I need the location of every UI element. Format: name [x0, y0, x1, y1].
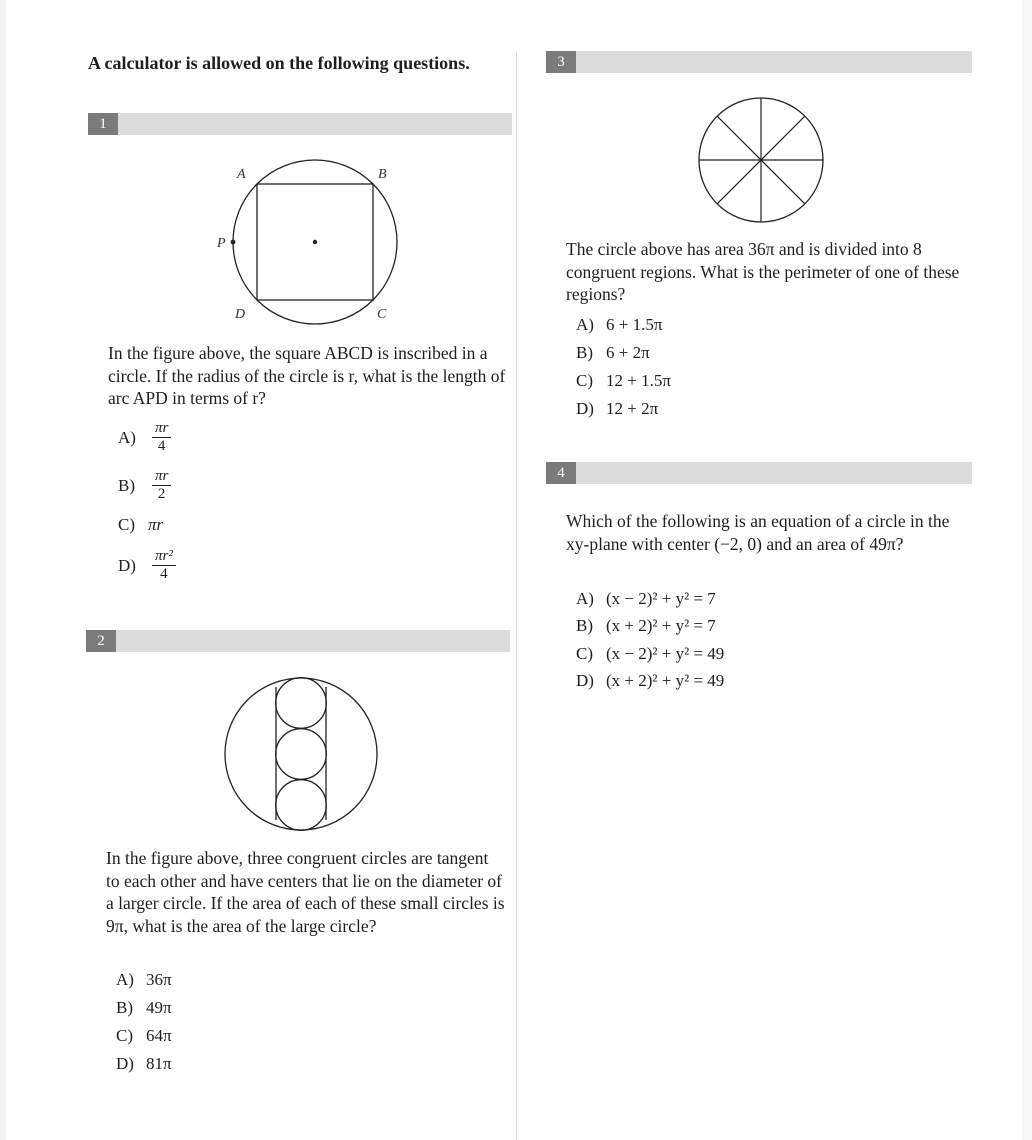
question-4-text: Which of the following is an equation of a circle in the xy-plane with center (−2, 0) and an area of 49π? — [566, 511, 950, 554]
choice-4a[interactable]: A) (x − 2)² + y² = 7 — [576, 589, 716, 608]
choice-4b[interactable]: B) (x + 2)² + y² = 7 — [576, 616, 716, 635]
label-p: P — [217, 236, 226, 251]
choice-1c[interactable]: C) πr — [118, 515, 164, 534]
label-a: A — [237, 167, 246, 182]
question-1-text: In the figure above, the square ABCD is inscribed in a circle. If the radius of the circle is r, what is the length of arc APD in terms of r? — [108, 343, 506, 408]
choice-3d[interactable]: D) 12 + 2π — [576, 399, 659, 418]
question-3-text: The circle above has area 36π and is divided into 8 congruent regions. What is the perimeter of one of these regions? — [566, 239, 960, 304]
calculator-note: A calculator is allowed on the following questions. — [88, 53, 470, 73]
choice-3a[interactable]: A) 6 + 1.5π — [576, 315, 663, 334]
choice-1d[interactable]: D) $\frac{\text{πr²}}{4}$ — [118, 548, 176, 583]
choice-1b[interactable]: B) $\frac{\pi r}{2}$ — [118, 468, 171, 503]
question-2-text: In the figure above, three congruent circles are tangent to each other and have centers that lie on the diameter of a larger circle. If the area of each of these small circles is 9π, what is the area of the large circle? — [106, 848, 505, 936]
choice-4c[interactable]: C) (x − 2)² + y² = 49 — [576, 644, 725, 663]
choice-4d[interactable]: D) (x + 2)² + y² = 49 — [576, 671, 725, 690]
choice-3c[interactable]: C) 12 + 1.5π — [576, 371, 671, 390]
choice-1a[interactable]: A) $\frac{\pi r}{4}$ — [118, 420, 171, 455]
question-4-header — [546, 462, 972, 484]
choice-3b[interactable]: B) 6 + 2π — [576, 343, 650, 362]
question-number: 4 — [546, 462, 576, 484]
choice-2b[interactable]: B) 49π — [116, 998, 172, 1017]
fraction: $\frac{\pi r}{2}$ — [152, 468, 171, 503]
choice-2d[interactable]: D) 81π — [116, 1054, 172, 1073]
choice-2a[interactable]: A) 36π — [116, 970, 172, 989]
label-d: D — [235, 307, 246, 322]
question-number: 2 — [86, 630, 116, 652]
label-b: B — [378, 167, 387, 182]
question-number: 1 — [88, 113, 118, 135]
question-number: 3 — [546, 51, 576, 73]
choice-2c[interactable]: C) 64π — [116, 1026, 172, 1045]
fraction: $\frac{\pi r}{4}$ — [152, 420, 171, 455]
fraction: $\frac{\text{πr²}}{4}$ — [152, 548, 176, 583]
label-c: C — [377, 307, 387, 322]
